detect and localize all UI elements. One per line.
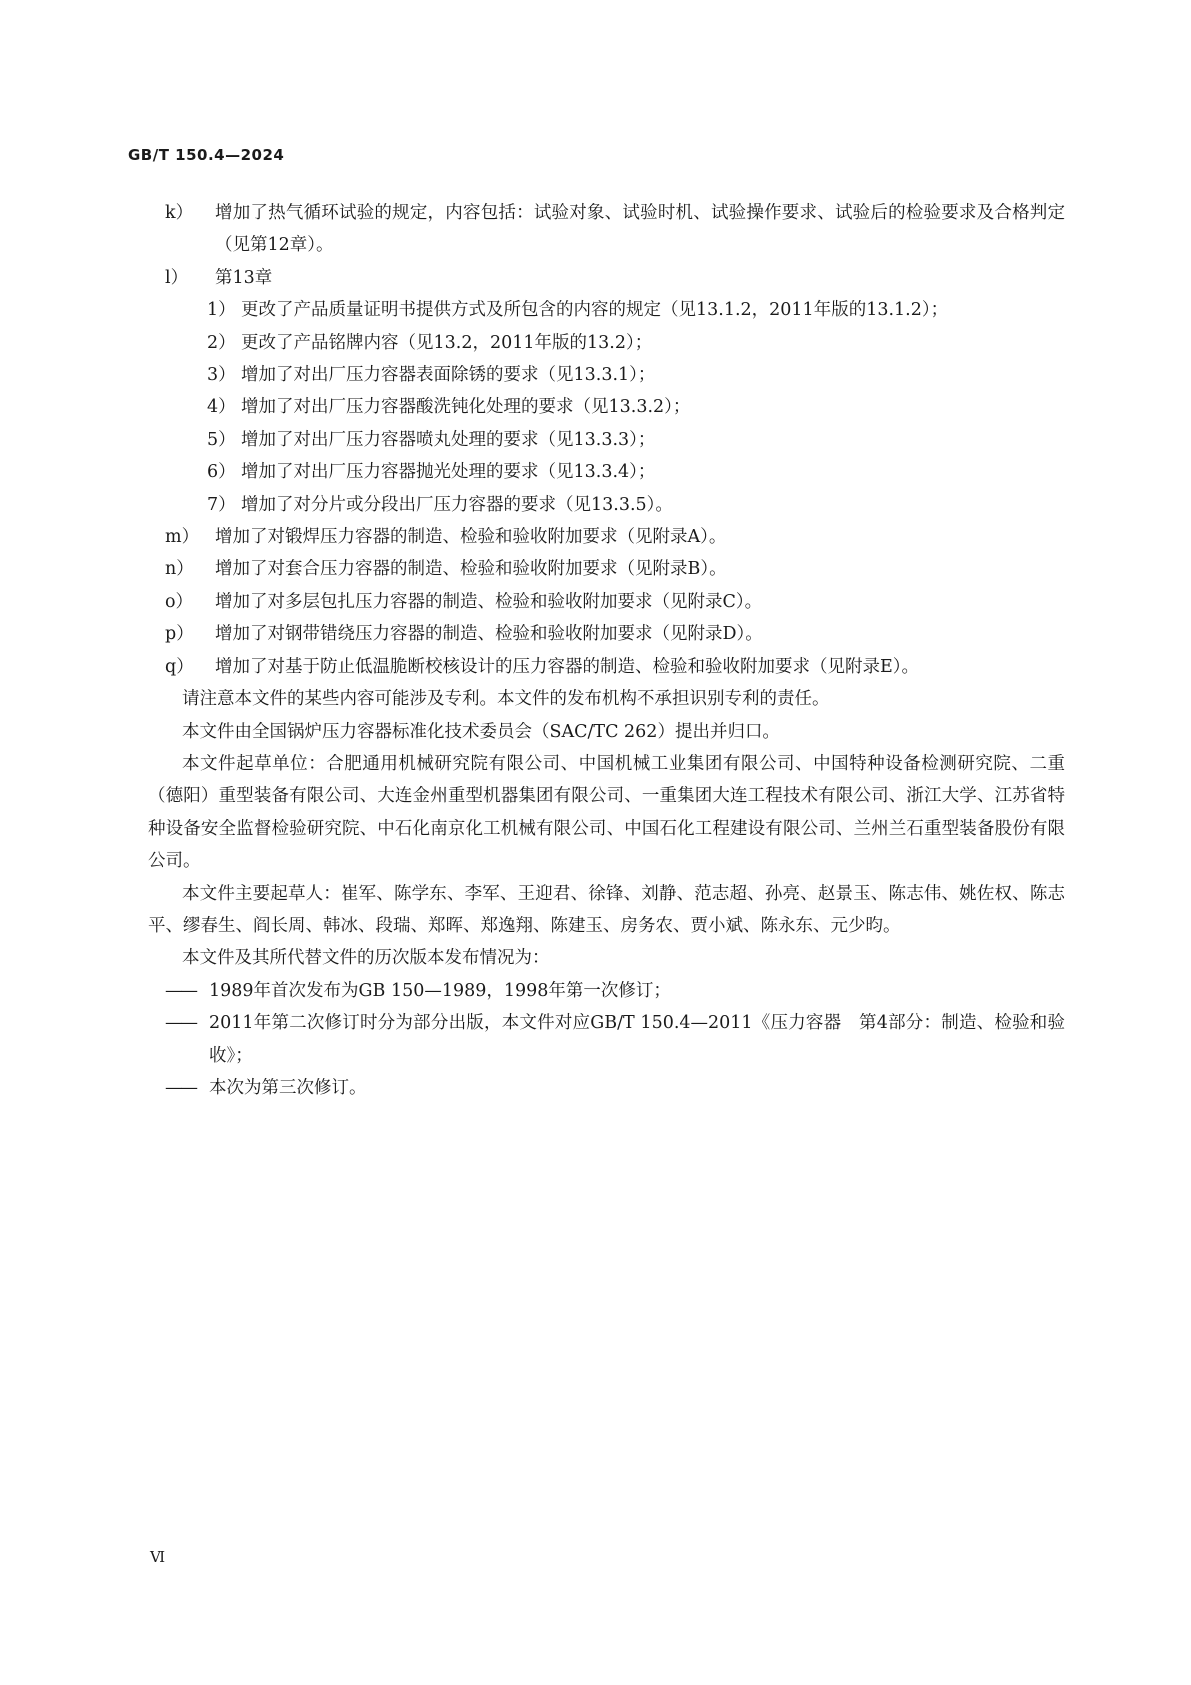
- list-item-text: 增加了对钢带错绕压力容器的制造、检验和验收附加要求（见附录D）。: [215, 624, 763, 645]
- sub-item-text: 增加了对分片或分段出厂压力容器的要求（见13.3.5）。: [241, 494, 673, 515]
- list-item-text: 增加了对套合压力容器的制造、检验和验收附加要求（见附录B）。: [215, 559, 727, 580]
- sub-item-3: [148, 359, 1065, 391]
- list-marker: m）: [165, 527, 200, 548]
- sub-marker: 1）: [207, 300, 236, 321]
- patent-notice-paragraph: 请注意本文件的某些内容可能涉及专利。本文件的发布机构不承担识别专利的责任。: [182, 689, 830, 710]
- sub-item-text: 增加了对出厂压力容器喷丸处理的要求（见13.3.3）；: [241, 429, 656, 450]
- list-item-m: [148, 521, 1065, 553]
- sub-item-text: 增加了对出厂压力容器表面除锈的要求（见13.3.1）；: [241, 365, 656, 386]
- sub-item-text: 增加了对出厂压力容器抛光处理的要求（见13.3.4）；: [241, 462, 656, 483]
- history-item-2: [148, 1007, 1065, 1072]
- dash-marker: ——: [165, 980, 196, 1001]
- list-item-l: [148, 262, 1065, 294]
- list-marker: n）: [165, 559, 194, 580]
- list-item-text: 增加了对基于防止低温脆断校核设计的压力容器的制造、检验和验收附加要求（见附录E）。: [215, 656, 920, 677]
- history-item-text: 1989年首次发布为GB 150—1989，1998年第一次修订；: [209, 980, 671, 1001]
- list-item-p: [148, 618, 1065, 650]
- sub-marker: 5）: [207, 429, 236, 450]
- list-item-text: 增加了对多层包扎压力容器的制造、检验和验收附加要求（见附录C）。: [215, 591, 763, 612]
- sub-item-6: [148, 456, 1065, 488]
- sub-marker: 3）: [207, 365, 236, 386]
- sub-item-4: [148, 391, 1065, 423]
- list-item-o: [148, 586, 1065, 618]
- dash-marker: ——: [165, 1077, 196, 1098]
- history-item-text: 本次为第三次修订。: [209, 1077, 367, 1098]
- list-item-k: [148, 197, 1065, 262]
- sub-item-5: [148, 424, 1065, 456]
- sub-item-1: [148, 294, 1065, 326]
- list-item-n: [148, 553, 1065, 585]
- list-marker: o）: [165, 591, 194, 612]
- sub-item-7: [148, 489, 1065, 521]
- proposer-paragraph: 本文件由全国锅炉压力容器标准化技术委员会（SAC/TC 262）提出并归口。: [182, 721, 780, 742]
- history-item-3: [148, 1072, 1065, 1104]
- list-marker: l）: [165, 267, 189, 288]
- sub-item-2: [148, 327, 1065, 359]
- history-item-text: 2011年第二次修订时分为部分出版，本文件对应GB/T 150.4—2011《压力容器 第4部分：制造、检验和验收》；: [209, 1013, 1065, 1066]
- sub-marker: 6）: [207, 462, 236, 483]
- dash-marker: ——: [165, 1013, 196, 1034]
- list-marker: q）: [165, 656, 194, 677]
- standard-id-header: GB/T 150.4—2024: [128, 146, 285, 164]
- history-item-1: [148, 975, 1065, 1007]
- list-item-q: [148, 651, 1065, 683]
- list-item-text: 增加了对锻焊压力容器的制造、检验和验收附加要求（见附录A）。: [215, 527, 727, 548]
- list-marker: p）: [165, 624, 194, 645]
- sub-marker: 4）: [207, 397, 236, 418]
- list-item-text: 第13章: [215, 267, 273, 288]
- foreword-content: [148, 197, 1065, 1104]
- history-intro-paragraph: 本文件及其所代替文件的历次版本发布情况为：: [182, 948, 550, 969]
- list-marker: k）: [165, 203, 194, 223]
- sub-item-text: 更改了产品质量证明书提供方式及所包含的内容的规定（见13.1.2，2011年版的13.1.2）；: [241, 300, 949, 321]
- drafters-paragraph: 本文件主要起草人：崔军、陈学东、李军、王迎君、徐锋、刘静、范志超、孙亮、赵景玉、陈志伟、姚佐权、陈志平、缪春生、阎长周、韩冰、段瑞、郑晖、郑逸翔、陈建玉、房务农、贾小斌、陈永东、元少昀。: [148, 883, 1065, 936]
- sub-marker: 2）: [207, 332, 236, 353]
- sub-marker: 7）: [207, 494, 236, 515]
- list-item-text: 增加了热气循环试验的规定，内容包括：试验对象、试验时机、试验操作要求、试验后的检验要求及合格判定（见第12章）。: [215, 203, 1065, 256]
- page-number: Ⅵ: [150, 1548, 166, 1566]
- sub-item-text: 增加了对出厂压力容器酸洗钝化处理的要求（见13.3.2）；: [241, 397, 691, 418]
- sub-item-text: 更改了产品铭牌内容（见13.2，2011年版的13.2）；: [241, 332, 653, 353]
- drafting-units-paragraph: 本文件起草单位：合肥通用机械研究院有限公司、中国机械工业集团有限公司、中国特种设备检测研究院、二重（德阳）重型装备有限公司、大连金州重型机器集团有限公司、一重集团大连工程技术有限公司、浙江大学、江苏省特种设备安全监督检验研究院、中石化南京化工机械有限公司、中国石化工程建设有限公司、兰州兰石重型装备股份有限公司。: [148, 753, 1065, 872]
